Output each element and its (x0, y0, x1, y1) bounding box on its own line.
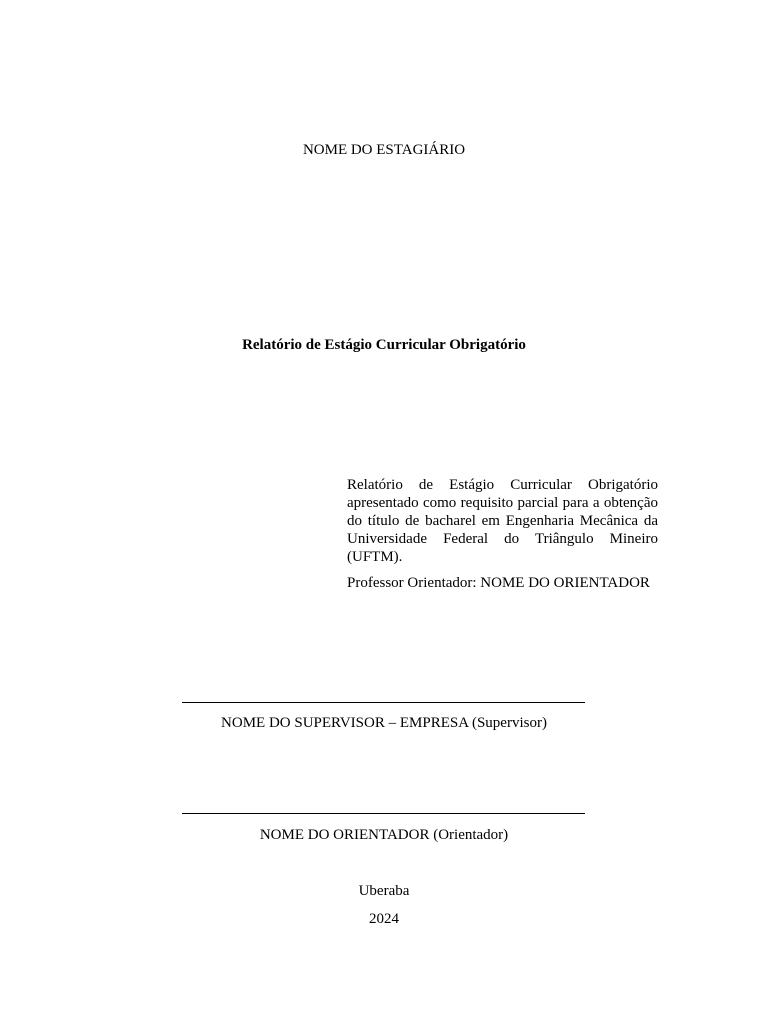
advisor-signature-label: NOME DO ORIENTADOR (Orientador) (259, 827, 509, 843)
report-description-block (347, 476, 658, 592)
advisor-signature-line (182, 813, 585, 814)
supervisor-signature-line (182, 702, 585, 703)
report-title: Relatório de Estágio Curricular Obrigatório (242, 337, 526, 353)
supervisor-signature-label: NOME DO SUPERVISOR – EMPRESA (Supervisor) (221, 715, 547, 731)
city: Uberaba (358, 883, 410, 899)
advisor-line: Professor Orientador: NOME DO ORIENTADOR (347, 575, 650, 591)
report-description: Relatório de Estágio Curricular Obrigatório apresentado como requisito parcial para a obtenção do título de bacharel em Engenharia Mecânica da Universidade Federal do Triângulo Mineiro (UFTM). (347, 477, 658, 565)
author-name: NOME DO ESTAGIÁRIO (302, 142, 466, 158)
year: 2024 (369, 911, 399, 927)
